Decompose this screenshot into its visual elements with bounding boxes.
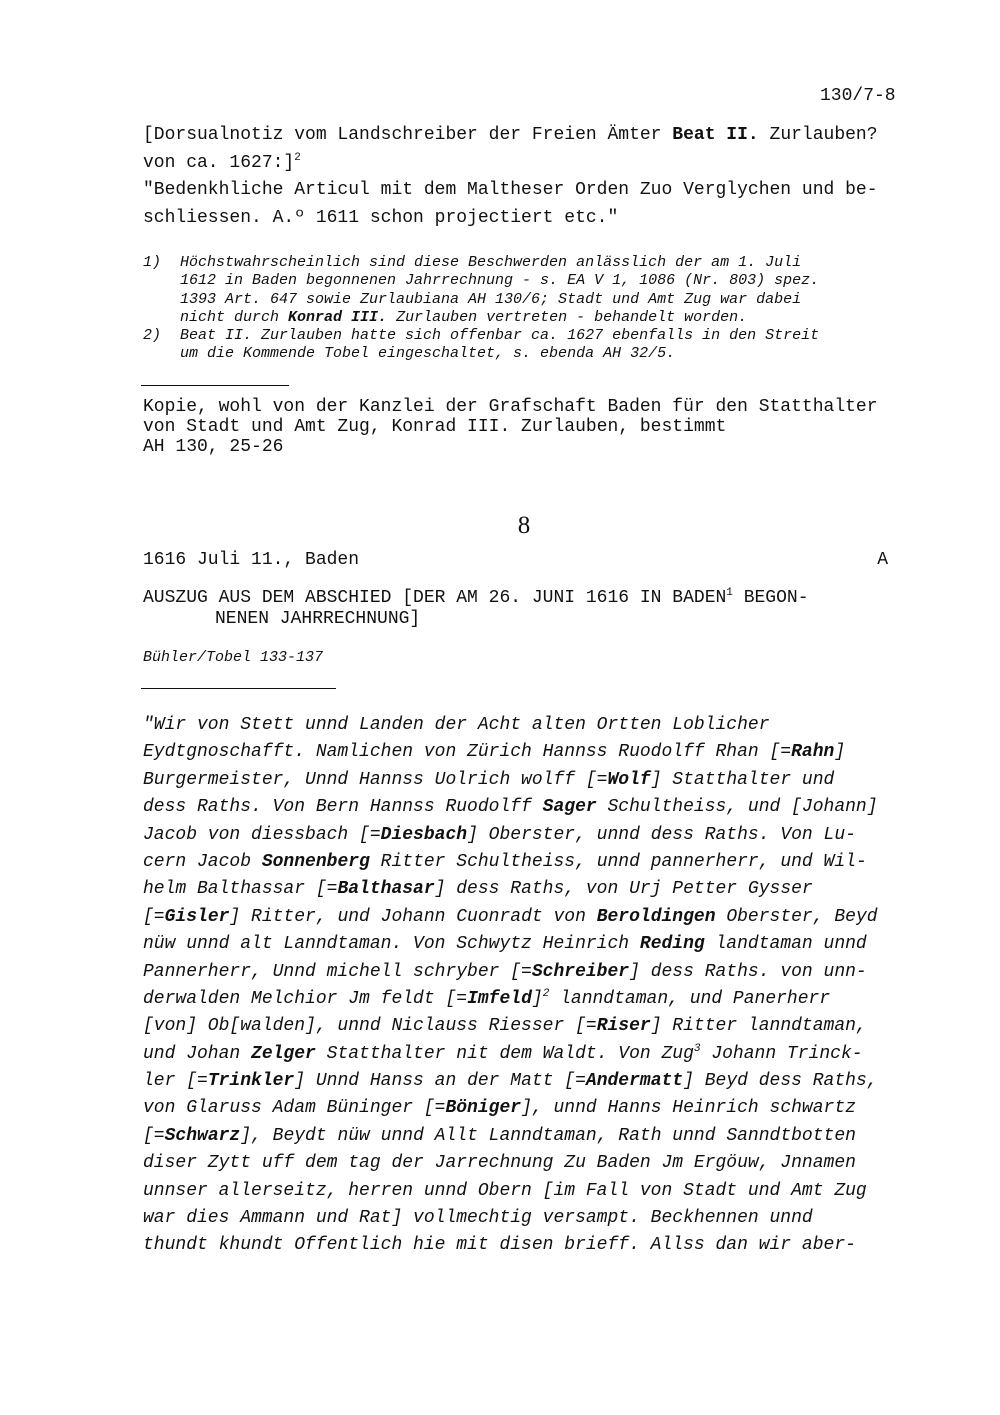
- bold-name: Reding: [639, 934, 705, 955]
- body-line: Burgermeister, Unnd Hannss Uolrich wolff [=Wolf] Statthalter und: [143, 769, 835, 790]
- copy-note-line: von Stadt und Amt Zug, Konrad III. Zurlauben, bestimmt: [143, 417, 727, 437]
- title-line-1: AUSZUG AUS DEM ABSCHIED [DER AM 26. JUNI 1616 IN BADEN$^1$ BEGON-: [143, 587, 809, 608]
- dorsual-line-1: [Dorsualnotiz vom Landschreiber der Freien Ämter Beat II. Zurlauben?: [143, 125, 878, 145]
- footnote-line: nicht durch Konrad III. Zurlauben vertreten - behandelt worden.: [180, 308, 748, 326]
- footnote-line: 1393 Art. 647 sowie Zurlaubiana AH 130/6; Stadt und Amt Zug war dabei: [180, 290, 802, 308]
- date-line: [143, 550, 888, 570]
- footnote-number: 1): [143, 254, 162, 271]
- body-text: [143, 712, 913, 1260]
- bold-name: Riser: [596, 1016, 651, 1037]
- bold-name: Imfeld: [467, 988, 532, 1009]
- bold-name: Rahn: [791, 742, 835, 763]
- body-line: "Wir von Stett unnd Landen der Acht alten Ortten Loblicher: [143, 715, 770, 735]
- footnote-2: [143, 327, 913, 364]
- body-line: helm Balthassar [=Balthasar] dess Raths, von Urj Petter Gysser: [143, 879, 813, 900]
- bold-name: Wolf: [607, 769, 651, 790]
- document-number: 8: [517, 512, 531, 539]
- body-line: nüw unnd alt Lanndtaman. Von Schwytz Heinrich Reding landtaman unnd: [143, 934, 867, 955]
- date-place: 1616 Juli 11., Baden: [143, 550, 360, 570]
- body-line: unnser allerseitz, herren unnd Obern [im Fall von Stadt und Amt Zug: [143, 1180, 867, 1201]
- footnote-line: Höchstwahrscheinlich sind diese Beschwerden anlässlich der am 1. Juli: [180, 254, 802, 271]
- bold-name: Sager: [542, 797, 597, 818]
- body-line: thundt khundt Offentlich hie mit disen brieff. Allss dan wir aber-: [143, 1235, 856, 1256]
- body-line: derwalden Melchior Jm feldt [=Imfeld]$^2$ lanndtaman, und Panerherr: [143, 987, 831, 1009]
- title-line-2: NENEN JAHRRECHNUNG]: [215, 609, 421, 629]
- footnote-ref: 2: [542, 987, 550, 1000]
- footnote-line: Beat II. Zurlauben hatte sich offenbar ca. 1627 ebenfalls in den Streit: [180, 327, 820, 345]
- bold-name: Böniger: [445, 1098, 522, 1119]
- footnote-line: um die Kommende Tobel eingeschaltet, s. ebenda AH 32/5.: [180, 345, 676, 363]
- body-line: Eydtgnoschafft. Namlichen von Zürich Hannss Ruodolff Rhan [=Rahn]: [143, 742, 846, 763]
- bold-name: Gisler: [164, 906, 230, 927]
- footnote-ref: 3: [693, 1042, 701, 1055]
- body-line: [=Schwarz], Beydt nüw unnd Allt Lanndtaman, Rath unnd Sanndtbotten: [143, 1125, 856, 1146]
- body-line: dess Raths. Von Bern Hannss Ruodolff Sager Schultheiss, und [Johann]: [143, 797, 878, 818]
- footnote-1: [143, 254, 913, 327]
- copy-note: [143, 397, 878, 457]
- document-type: A: [877, 550, 888, 570]
- copy-note-line: Kopie, wohl von der Kanzlei der Grafschaft Baden für den Statthalter: [143, 397, 878, 417]
- dorsual-note: [143, 122, 913, 232]
- body-line: [=Gisler] Ritter, und Johann Cuonradt von Beroldingen Oberster, Beyd: [143, 906, 878, 927]
- footnote-number: 2): [143, 327, 162, 345]
- body-line: Pannerherr, Unnd michell schryber [=Schreiber] dess Raths. von unn-: [143, 961, 867, 982]
- body-line: und Johan Zelger Statthalter nit dem Waldt. Von Zug$^3$ Johann Trinck-: [143, 1042, 863, 1064]
- body-line: Jacob von diessbach [=Diesbach] Oberster, unnd dess Raths. Von Lu-: [143, 824, 856, 845]
- body-line: von Glaruss Adam Büninger [=Böniger], unnd Hanns Heinrich schwartz: [143, 1098, 856, 1119]
- footnote-ref: 2: [294, 151, 301, 164]
- body-line: cern Jacob Sonnenberg Ritter Schultheiss, unnd pannerherr, und Wil-: [143, 851, 867, 872]
- bold-name: Trinkler: [207, 1071, 295, 1092]
- footnote-line: 1612 in Baden begonnenen Jahrrechnung - s. EA V 1, 1086 (Nr. 803) spez.: [180, 272, 820, 290]
- bold-name: Balthasar: [337, 879, 435, 900]
- document-title: [143, 588, 903, 630]
- bold-name: Schwarz: [164, 1125, 241, 1146]
- dorsual-line-4: schliessen. A.º 1611 schon projectiert etc.": [143, 207, 619, 228]
- bold-name: Andermatt: [585, 1071, 684, 1092]
- page-number: 130/7-8: [820, 86, 896, 106]
- dorsual-line-3: "Bedenkhliche Articul mit dem Maltheser Orden Zuo Verglychen und be-: [143, 180, 878, 200]
- bold-name: Zelger: [251, 1043, 316, 1064]
- section-divider: [141, 688, 336, 689]
- bold-name: Beroldingen: [596, 906, 716, 927]
- source-reference: Bühler/Tobel 133-137: [143, 649, 324, 666]
- section-divider: [141, 385, 289, 386]
- body-line: diser Zytt uff dem tag der Jarrechnung Zu Baden Jm Ergöuw, Jnnamen: [143, 1153, 856, 1174]
- bold-name: Schreiber: [531, 961, 630, 982]
- footnote-ref: 1: [726, 587, 733, 599]
- dorsual-line-2: von ca. 1627:]$^2$: [143, 151, 301, 173]
- body-line: [von] Ob[walden], unnd Niclauss Riesser [=Riser] Ritter lanndtaman,: [143, 1016, 867, 1037]
- bold-name: Diesbach: [380, 824, 468, 845]
- body-line: ler [=Trinkler] Unnd Hanss an der Matt [=Andermatt] Beyd dess Raths,: [143, 1071, 878, 1092]
- bold-name: Sonnenberg: [261, 851, 370, 872]
- footnotes: [143, 254, 913, 364]
- body-line: war dies Ammann und Rat] vollmechtig versampt. Beckhennen unnd: [143, 1208, 813, 1229]
- copy-note-line: AH 130, 25-26: [143, 437, 284, 457]
